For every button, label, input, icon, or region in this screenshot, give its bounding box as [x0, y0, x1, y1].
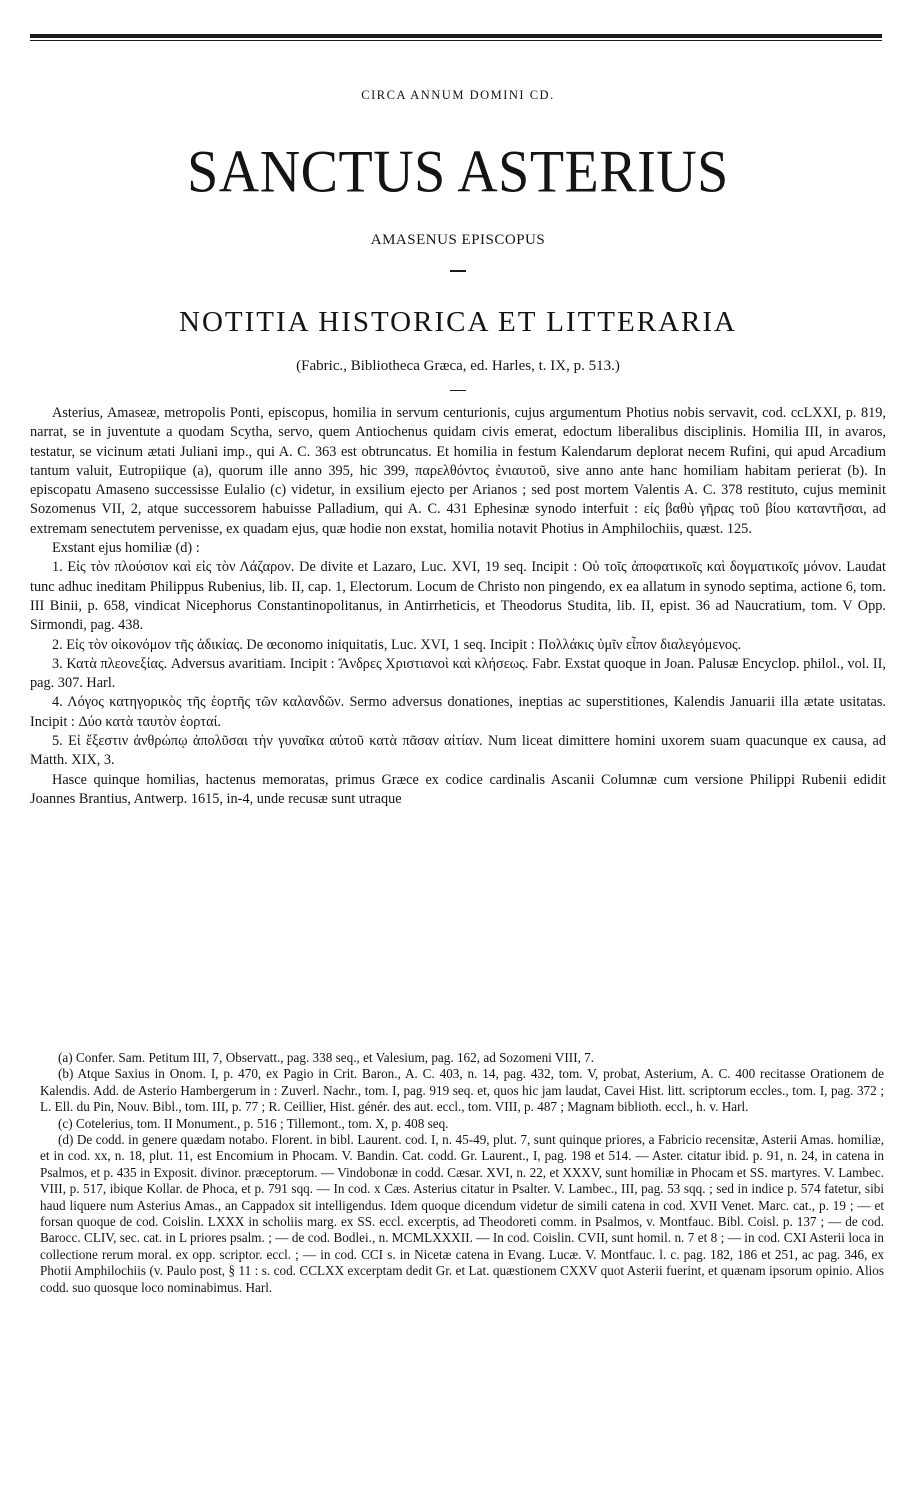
- closing-paragraph: Hasce quinque homilias, hactenus memoratas, primus Græce ex codice cardinalis Ascanii Columnæ cum versione Philippi Rubenii edidit Joannes Brantius, Antwerp. 1615, in-4, unde recusæ sunt utraque: [30, 771, 886, 807]
- homily-item: 3. Κατὰ πλεονεξίας. Adversus avaritiam. Incipit : Ἄνδρες Χριστιανοὶ καὶ κλήσεως. Fabr. Exstat quoque in Joan. Palusæ Encyclop. philol., vol. II, pag. 307. Harl.: [30, 655, 886, 692]
- divider-dash: [450, 270, 466, 272]
- homily-item: 4. Λόγος κατηγορικὸς τῆς ἑορτῆς τῶν καλανδῶν. Sermo adversus donationes, ineptias ac superstitiones, Kalendis Januarii illa ætate usitatas. Incipit : Δύο κατὰ ταυτὸν ἑορταί.: [30, 694, 886, 730]
- footnote: (c) Cotelerius, tom. II Monument., p. 516 ; Tillemont., tom. X, p. 408 seq.: [58, 1115, 449, 1131]
- homily-item: 1. Εἰς τὸν πλούσιον καὶ εἰς τὸν Λάζαρον. De divite et Lazaro, Luc. XVI, 19 seq. Incipit : Οὐ τοῖς ἀποφατικοῖς καὶ δογματικοῖς μόνον. Laudat tunc adhuc ineditam Philippus Rubenius, lib. II, cap. 1, Electorum. Locum de Christo non pingendo, ex ea allatum in synodo septima, actione 6, tom. III Binii, p. 658, vindicat Nicephorus Constantinopolitanus, in Antirrheticis, et Theodorus Studita, lib. II, epist. 36 ad Naucratium, tom. V Opp. Sirmondi, pag. 438.: [30, 559, 886, 634]
- source-citation: (Fabric., Bibliotheca Græca, ed. Harles, t. IX, p. 513.): [296, 358, 620, 374]
- footnote: (b) Atque Saxius in Onom. I, p. 470, ex Pagio in Crit. Baron., A. C. 403, n. 14, pag. 432, tom. V, probat, Asterium, A. C. 400 recitasse Orationem de Kalendis. Add. de Asterio Hambergerum in : Zuverl. Nachr., tom. I, pag. 919 seq. et, quos hic jam laudat, Cavei Hist. litt. scriptorum eccles., tom. I, pag. 372 ; L. Ell. du Pin, Nouv. Bibl., tom. III, p. 77 ; R. Ceillier, Hist. génér. des aut. eccl., tom. VIII, p. 487 ; Magnam biblioth. eccl., h. v. Harl.: [40, 1066, 884, 1115]
- footnote: (d) De codd. in genere quædam notabo. Florent. in bibl. Laurent. cod. I, n. 45-49, plut. 7, sunt quinque priores, a Fabricio recensitæ, Asterii Amas. homiliæ, et in cod. xx, n. 18, plut. 11, est Encomium in Phocam. V. Bandin. Cat. codd. Gr. Laurent., I, pag. 198 et 514. — Aster. citatur ibid. p. 91, n. 24, in catena in Psalmos, et p. 435 in Exposit. divinor. præceptorum. — Vindobonæ in codd. Cæsar. XVI, n. 22, et XXXV, sunt homiliæ in Phocam et SS. martyres. V. Lambec. VIII, p. 517, ibique Kollar. de Phoca, et p. 791 sqq. — In cod. x Cæs. Asterius citatur in Psalter. V. Lambec., III, pag. 53 sqq. ; sed in indice p. 574 fatetur, sibi haud liquere num Asterius Amas., an Cappadox sit intelligendus. Idem quoque dicendum videtur de simili catena in cod. XVII Venet. Marc. cat., p. 19 ; — et forsan quoque de cod. Coislin. LXXX in scholiis marg. ex SS. eccl. excerptis, ad Theodoreti comm. in Psalmos, v. Montfauc. Bibl. Coisl. p. 137 ; — de cod. Barocc. CLIV, sec. cat. in L priores psalm. ; — de cod. Bodlei., n. MCMLXXXII. — In cod. Coislin. CVII, sunt homil. n. 7 et 8 ; — in cod. CXI Asterii loca in collectione rerum moral. ex opp. scriptor. eccl. ; — in cod. CCI s. in Nicetæ catena in Evang. Lucæ. V. Montfauc. l. c. pag. 182, 186 et 251, ac pag. 346, ex Photii Amphilochiis (v. Paulo post, § 11 : s. cod. CCLXX excerptam dedit Gr. et Lat. quæstionem CXXV quot Asterii fuerint, et quænam ipsorum opinio. Alios codd. suo quosque loco nominabimus. Harl.: [40, 1132, 884, 1295]
- footnote: (a) Confer. Sam. Petitum III, 7, Observatt., pag. 338 seq., et Valesium, pag. 162, ad Sozomeni VIII, 7.: [58, 1050, 595, 1065]
- top-rule-thin: [30, 40, 882, 41]
- footnotes: [40, 1050, 884, 1296]
- page-title: SANCTUS ASTERIUS: [187, 138, 729, 206]
- homily-item: 5. Εἰ ἔξεστιν ἀνθρώπῳ ἀπολῦσαι τὴν γυναῖκα αὐτοῦ κατὰ πᾶσαν αἰτίαν. Num liceat dimittere homini uxorem suam quacunque ex causa, ad Matth. XIX, 3.: [30, 733, 886, 769]
- divider-dash-small: [450, 390, 466, 391]
- homily-item: 2. Εἰς τὸν οἰκονόμον τῆς ἀδικίας. De œconomo iniquitatis, Luc. XVI, 1 seq. Incipit : Πολλάκις ὑμῖν εἶπον διαλεγόμενος.: [52, 636, 742, 653]
- running-head: CIRCA ANNUM DOMINI CD.: [361, 88, 555, 102]
- main-text: [30, 404, 886, 809]
- subtitle: AMASENUS EPISCOPUS: [370, 232, 546, 248]
- exstant-line: Exstant ejus homiliæ (d) :: [52, 540, 200, 557]
- intro-paragraph: Asterius, Amaseæ, metropolis Ponti, episcopus, homilia in servum centurionis, cujus argumentum Photius nobis servavit, cod. ccLXXI, p. 819, narrat, se in juventute a quodam Scytha, servo, quem Antiochenus quidam civis emerat, edoctum liberalibus disciplinis. Homilia III, in avaros, testatur, se vicinum ætati Juliani imp., qui A. C. 363 est obtruncatus. Et homilia in festum Kalendarum deplorat necem Rufini, qui apud Arcadium tantum valuit, Eutropiique (a), quorum ille anno 395, hic 399, παρελθόντος ἐνιαυτοῦ, sive anno ante hanc homiliam habitam perierat (b). In episcopatu Amaseno successisse Eulalio (c) videtur, in exsilium ejecto per Arianos ; sed post mortem Valentis A. C. 378 restituto, cujus meminit Sozomenus VII, 2, atque successorem habuisse Palladium, qui A. C. 431 Ephesinæ synodo interfuit : εἰς βαθὺ γῆρας τοῦ βίου καταντῆσαι, ad extremam senectutem pervenisse, ex quadam ejus, quæ hodie non exstat, homilia notavit Photius in Amphilochiis, quæst. 125.: [30, 405, 886, 537]
- top-rule: [30, 34, 882, 38]
- section-heading: NOTITIA HISTORICA ET LITTERARIA: [179, 306, 737, 338]
